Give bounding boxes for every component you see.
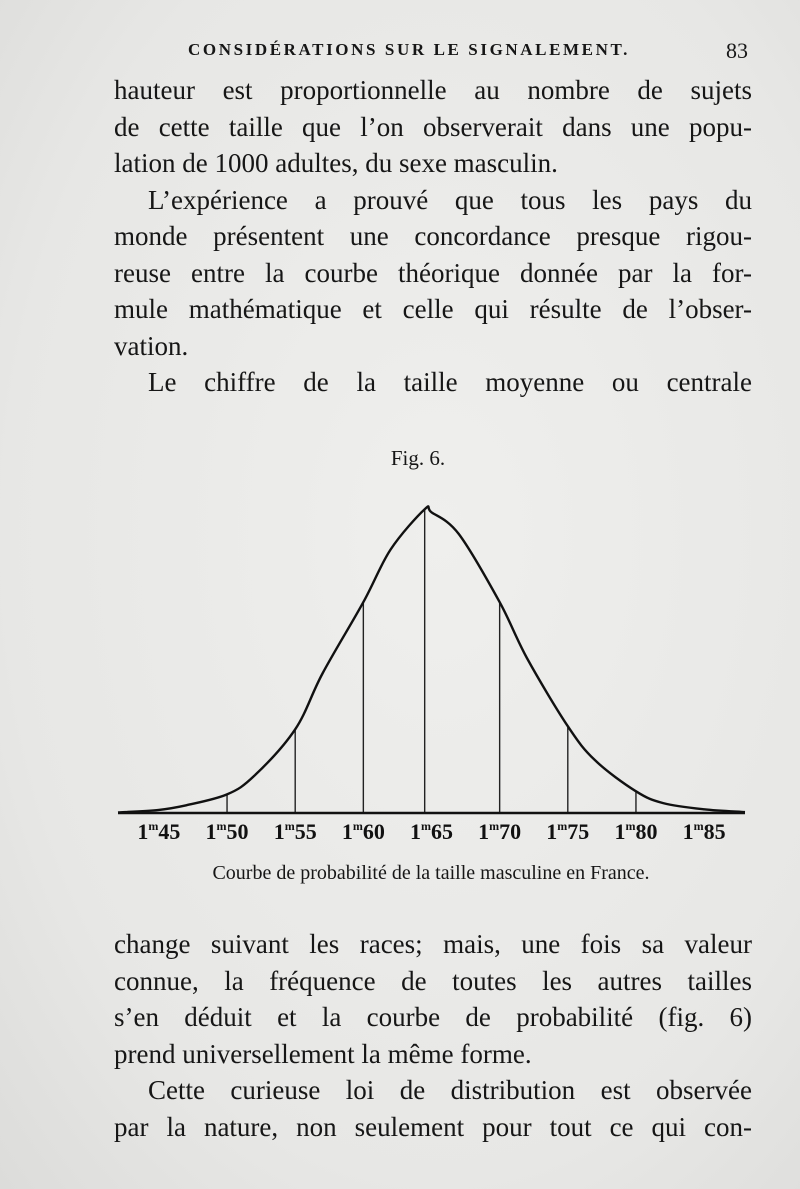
text-line: hauteur est proportionnelle au nombre de sujets <box>114 75 752 105</box>
running-head <box>188 40 758 70</box>
x-tick-label: 1$^m$60 <box>341 819 385 844</box>
x-tick-label: 1$^m$45 <box>137 819 181 844</box>
running-title: CONSIDÉRATIONS SUR LE SIGNALEMENT. <box>188 40 631 59</box>
figure-caption <box>0 862 800 885</box>
x-tick-label: 1$^m$80 <box>614 819 658 844</box>
figure-label <box>0 446 800 471</box>
text-line: de cette taille que l’on observerait dans une popu- <box>114 111 752 142</box>
text-line: lation de 1000 adultes, du sexe masculin. <box>114 148 558 178</box>
text-line: connue, la fréquence de toutes les autres tailles <box>114 965 752 996</box>
figure-caption-text: Courbe de probabilité de la taille masculine en France. <box>212 862 650 884</box>
text-line: par la nature, non seulement pour tout ce qui con- <box>114 1111 752 1142</box>
figure-label-text: Fig. 6. <box>390 446 446 470</box>
probability-curve <box>118 506 745 812</box>
text-line: prend universellement la même forme. <box>114 1038 532 1069</box>
text-block-top <box>114 72 752 401</box>
text-line: s’en déduit et la courbe de probabilité (fig. 6) <box>114 1002 752 1032</box>
text-line: mule mathématique et celle qui résulte de l’obser- <box>114 294 752 324</box>
x-tick-label: 1$^m$75 <box>546 819 590 844</box>
x-tick-label: 1$^m$85 <box>682 819 726 844</box>
x-axis-ticks <box>137 819 725 844</box>
text-line: Le chiffre de la taille moyenne ou centrale <box>148 367 752 397</box>
text-line: vation. <box>114 330 189 361</box>
ordinate-lines <box>227 509 636 813</box>
page-number: 83 <box>726 38 748 63</box>
text-line: monde présentent une concordance presque rigou- <box>114 221 752 251</box>
x-tick-label: 1$^m$55 <box>273 819 317 844</box>
text-line: reuse entre la courbe théorique donnée par la for- <box>114 257 752 288</box>
x-tick-label: 1$^m$50 <box>205 819 249 844</box>
text-line: change suivant les races; mais, une fois sa valeur <box>114 929 752 959</box>
x-tick-label: 1$^m$65 <box>410 819 453 844</box>
text-line: Cette curieuse loi de distribution est observée <box>148 1075 752 1105</box>
text-block-bottom <box>114 926 752 1145</box>
x-tick-label: 1$^m$70 <box>478 819 522 844</box>
text-line: L’expérience a prouvé que tous les pays du <box>148 184 752 215</box>
probability-curve-chart <box>0 470 800 850</box>
